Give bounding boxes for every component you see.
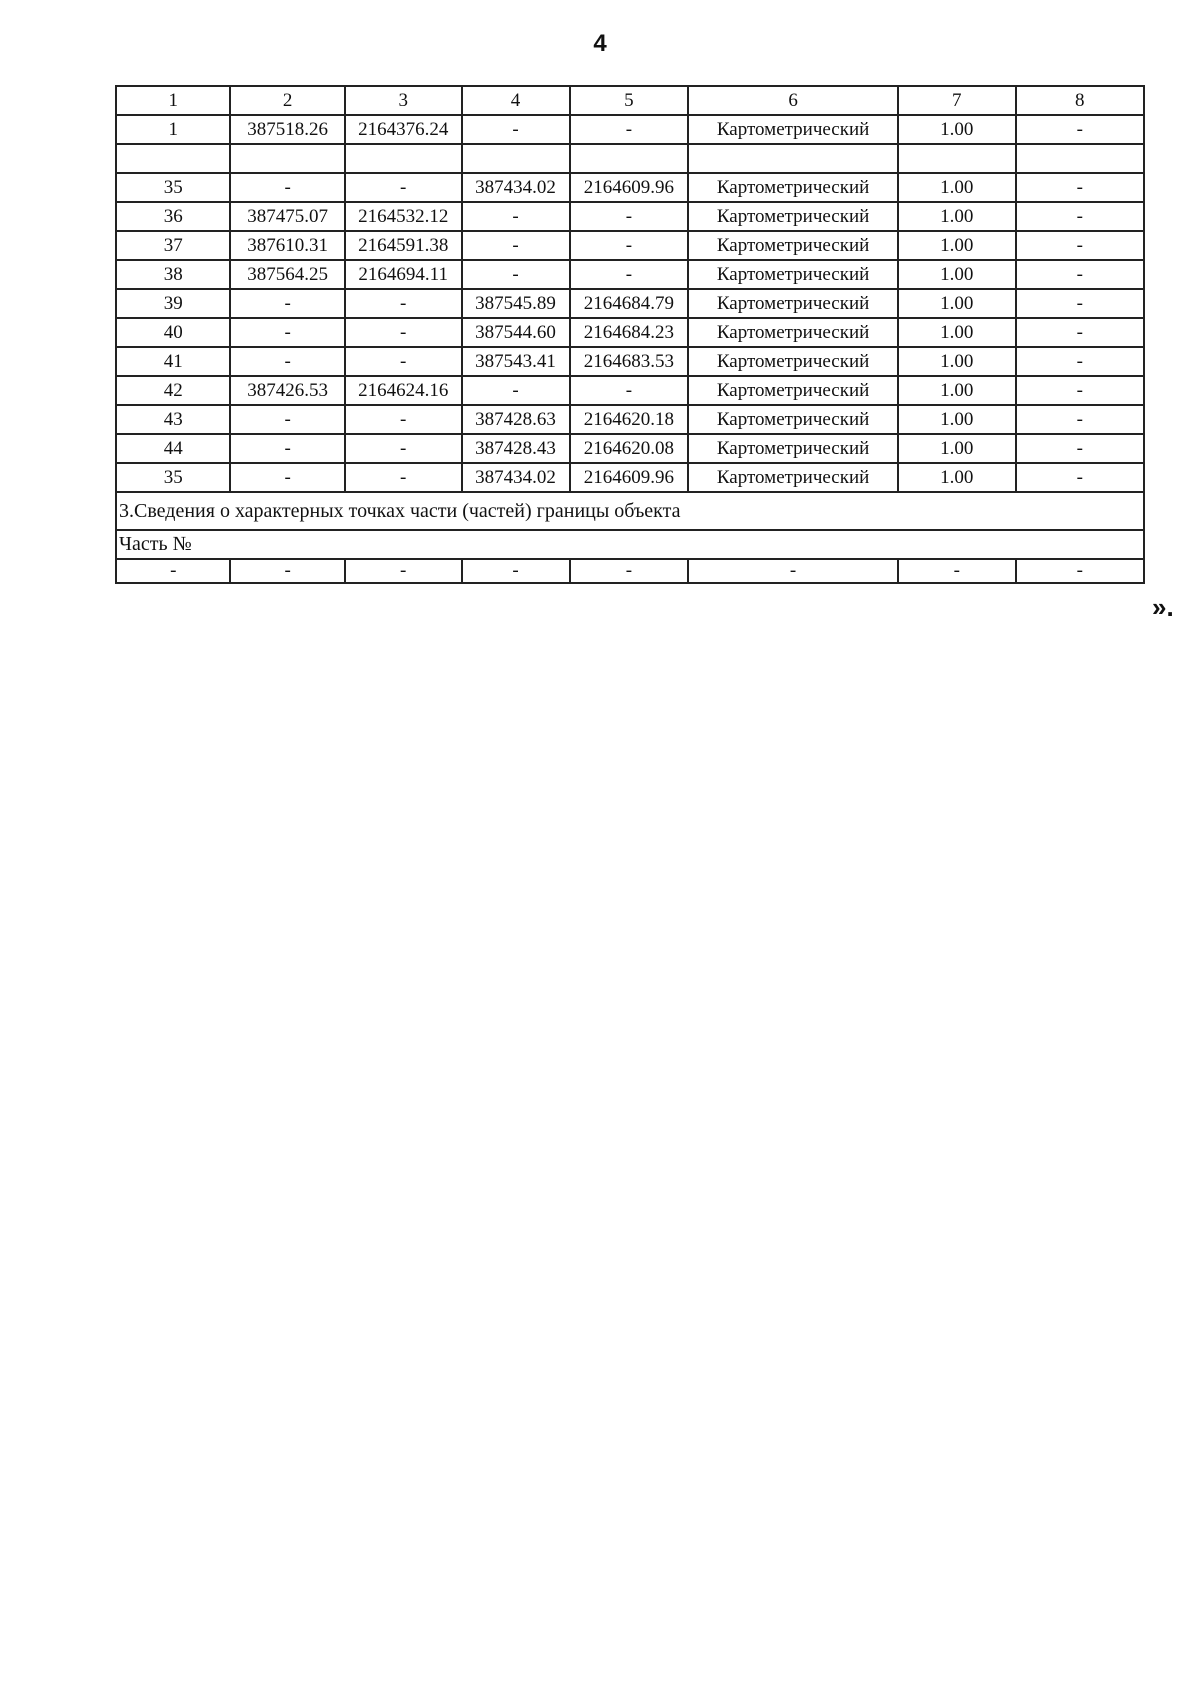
table-cell: 387475.07	[230, 202, 344, 231]
table-cell: 37	[116, 231, 230, 260]
table-cell: -	[1016, 173, 1144, 202]
table-cell: -	[230, 405, 344, 434]
table-cell: 36	[116, 202, 230, 231]
table-cell: -	[570, 202, 689, 231]
table-cell	[688, 144, 898, 173]
table-cell: 387426.53	[230, 376, 344, 405]
table-cell: -	[230, 173, 344, 202]
table-cell: Картометрический	[688, 318, 898, 347]
table-cell: 2164609.96	[570, 463, 689, 492]
table-row	[116, 405, 1144, 434]
table-cell: 387518.26	[230, 115, 344, 144]
table-cell: -	[462, 559, 570, 583]
table-cell: 1.00	[898, 260, 1016, 289]
table-cell	[230, 144, 344, 173]
table-cell: -	[230, 559, 344, 583]
table-cell	[570, 144, 689, 173]
table-cell: Картометрический	[688, 173, 898, 202]
table-cell: 42	[116, 376, 230, 405]
table-cell: -	[462, 376, 570, 405]
table-cell: 1.00	[898, 231, 1016, 260]
table-cell: 1.00	[898, 115, 1016, 144]
table-cell: 2164684.79	[570, 289, 689, 318]
table-cell: -	[345, 434, 462, 463]
table-cell: -	[1016, 318, 1144, 347]
table-cell: Картометрический	[688, 115, 898, 144]
table-cell: 2164532.12	[345, 202, 462, 231]
table-cell: -	[230, 434, 344, 463]
table-cell: 2164694.11	[345, 260, 462, 289]
table-cell	[116, 144, 230, 173]
table-cell: -	[230, 347, 344, 376]
table-cell: -	[1016, 231, 1144, 260]
page-number: 4	[593, 30, 607, 57]
table-row	[116, 260, 1144, 289]
coordinates-table	[115, 85, 1145, 584]
table-cell: -	[570, 260, 689, 289]
closing-quote: ».	[1152, 592, 1174, 622]
table-cell: 2164620.08	[570, 434, 689, 463]
table-cell: 1.00	[898, 173, 1016, 202]
table-row	[116, 318, 1144, 347]
table-row	[116, 202, 1144, 231]
table-cell	[462, 144, 570, 173]
table-cell: -	[462, 202, 570, 231]
table-cell: -	[462, 260, 570, 289]
table-cell: 387428.43	[462, 434, 570, 463]
table-row	[116, 347, 1144, 376]
table-cell: -	[570, 559, 689, 583]
table-cell: -	[345, 173, 462, 202]
table-cell: -	[462, 115, 570, 144]
table-cell: 387428.63	[462, 405, 570, 434]
table-cell: -	[345, 559, 462, 583]
part-label-row	[116, 530, 1144, 559]
table-row	[116, 559, 1144, 583]
table-row	[116, 231, 1144, 260]
table-cell: -	[898, 559, 1016, 583]
table-cell: 2	[230, 86, 344, 115]
table-cell: 387434.02	[462, 173, 570, 202]
table-cell: 1.00	[898, 202, 1016, 231]
table-cell	[345, 144, 462, 173]
table-cell: -	[570, 376, 689, 405]
table-cell: 2164624.16	[345, 376, 462, 405]
table-cell: 1	[116, 86, 230, 115]
table-cell: 387434.02	[462, 463, 570, 492]
table-cell: -	[1016, 347, 1144, 376]
table-cell: 2164591.38	[345, 231, 462, 260]
table-cell: -	[345, 347, 462, 376]
table-cell: 40	[116, 318, 230, 347]
table-cell: Картометрический	[688, 260, 898, 289]
table-row	[116, 115, 1144, 144]
table-cell: -	[570, 115, 689, 144]
table-cell: 1	[116, 115, 230, 144]
table-cell: 2164683.53	[570, 347, 689, 376]
table-cell: 35	[116, 173, 230, 202]
table-cell: -	[230, 463, 344, 492]
table-cell: 43	[116, 405, 230, 434]
table-cell: Картометрический	[688, 376, 898, 405]
table-cell: 1.00	[898, 347, 1016, 376]
table-row	[116, 289, 1144, 318]
table-cell: 2164620.18	[570, 405, 689, 434]
table-cell: -	[345, 289, 462, 318]
table-cell: -	[345, 405, 462, 434]
table-cell: -	[116, 559, 230, 583]
table-cell: -	[1016, 260, 1144, 289]
table-cell: 8	[1016, 86, 1144, 115]
table-cell: -	[1016, 376, 1144, 405]
table-cell: -	[570, 231, 689, 260]
table-cell: Картометрический	[688, 231, 898, 260]
table-cell: 1.00	[898, 376, 1016, 405]
table-cell: Картометрический	[688, 289, 898, 318]
table-cell: -	[1016, 405, 1144, 434]
table-cell: 2164376.24	[345, 115, 462, 144]
table-cell: 35	[116, 463, 230, 492]
section-title-row	[116, 492, 1144, 530]
table-cell: Картометрический	[688, 434, 898, 463]
table-cell: 44	[116, 434, 230, 463]
table-row	[116, 434, 1144, 463]
table-cell: -	[1016, 463, 1144, 492]
table-cell: Картометрический	[688, 347, 898, 376]
table-cell	[1016, 144, 1144, 173]
table-cell: -	[1016, 289, 1144, 318]
table-row	[116, 463, 1144, 492]
table-cell: 2164684.23	[570, 318, 689, 347]
table-cell: Картометрический	[688, 202, 898, 231]
table-cell: 1.00	[898, 434, 1016, 463]
table-cell: -	[345, 463, 462, 492]
table-cell: -	[1016, 202, 1144, 231]
table-cell: -	[462, 231, 570, 260]
table-cell: 2164609.96	[570, 173, 689, 202]
table-cell: Картометрический	[688, 405, 898, 434]
table-cell: 387564.25	[230, 260, 344, 289]
table-cell: 7	[898, 86, 1016, 115]
table-cell: 41	[116, 347, 230, 376]
table-row	[116, 173, 1144, 202]
section-title: 3.Сведения о характерных точках части (частей) границы объекта	[116, 492, 1144, 530]
table-cell: 1.00	[898, 463, 1016, 492]
table-cell: -	[1016, 115, 1144, 144]
table-cell: 1.00	[898, 289, 1016, 318]
table-cell: 5	[570, 86, 689, 115]
table-cell: 387544.60	[462, 318, 570, 347]
table-cell: -	[1016, 559, 1144, 583]
table-row	[116, 376, 1144, 405]
table-row-empty	[116, 144, 1144, 173]
table-cell: 3	[345, 86, 462, 115]
table-cell	[898, 144, 1016, 173]
table-cell: 1.00	[898, 405, 1016, 434]
table-cell: -	[688, 559, 898, 583]
table-header-row	[116, 86, 1144, 115]
coordinates-table-body	[116, 86, 1144, 583]
table-cell: 387543.41	[462, 347, 570, 376]
table-cell: -	[230, 289, 344, 318]
part-label: Часть №	[116, 530, 1144, 559]
table-cell: 38	[116, 260, 230, 289]
table-cell: -	[345, 318, 462, 347]
table-cell: 1.00	[898, 318, 1016, 347]
table-cell: -	[1016, 434, 1144, 463]
table-cell: 39	[116, 289, 230, 318]
table-cell: 387610.31	[230, 231, 344, 260]
table-cell: 6	[688, 86, 898, 115]
table-cell: Картометрический	[688, 463, 898, 492]
table-cell: 4	[462, 86, 570, 115]
table-cell: -	[230, 318, 344, 347]
table-cell: 387545.89	[462, 289, 570, 318]
